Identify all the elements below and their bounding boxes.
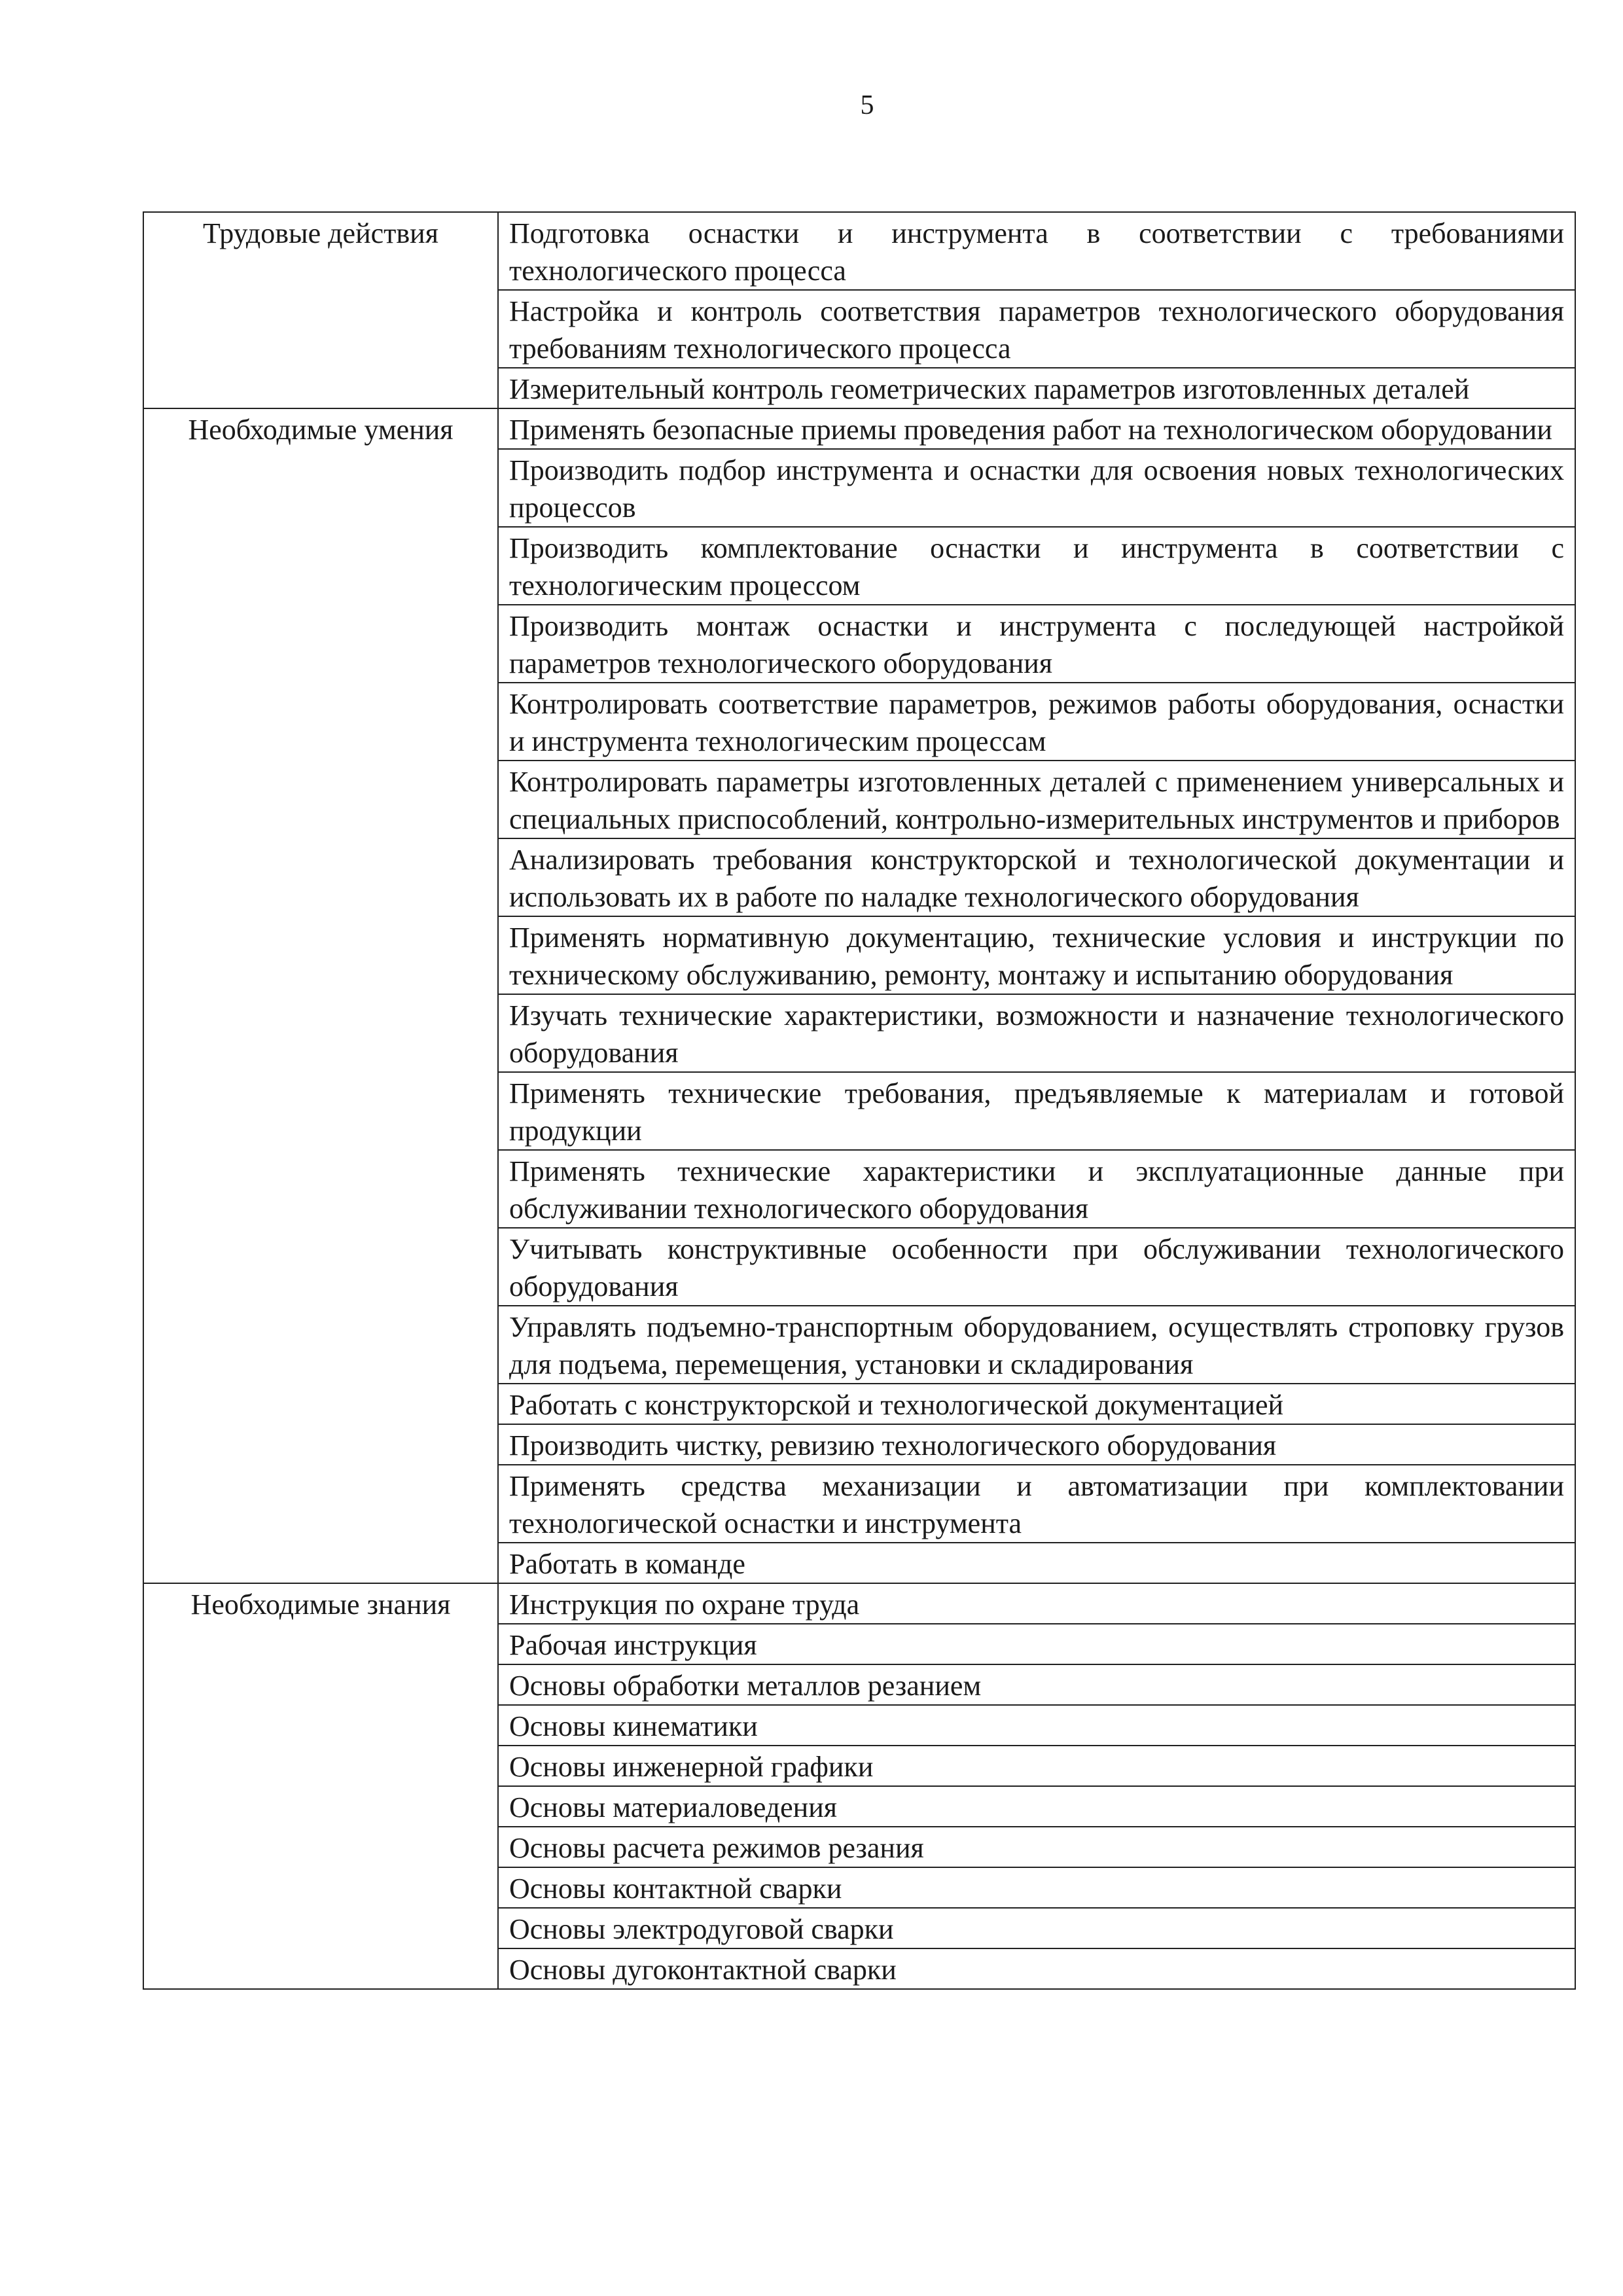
section-item: Применять безопасные приемы проведения работ на технологическом оборудовании [498, 408, 1575, 449]
section-item: Анализировать требования конструкторской и технологической документации и использовать их в работе по наладке технологического оборудования [498, 838, 1575, 916]
section-item: Основы обработки металлов резанием [498, 1664, 1575, 1705]
section-label-labor-actions: Трудовые действия [143, 212, 498, 408]
page-number: 5 [860, 90, 874, 120]
section-item: Настройка и контроль соответствия параметров технологического оборудования требованиям технологического процесса [498, 290, 1575, 368]
qualification-table [143, 211, 1576, 1990]
section-label-required-skills: Необходимые умения [143, 408, 498, 1583]
table-row [143, 1583, 1575, 1624]
section-item: Управлять подъемно-транспортным оборудованием, осуществлять строповку грузов для подъема, перемещения, установки и складирования [498, 1306, 1575, 1384]
table-row [143, 212, 1575, 290]
section-item: Применять средства механизации и автоматизации при комплектовании технологической оснастки и инструмента [498, 1465, 1575, 1543]
section-item: Применять технические требования, предъявляемые к материалам и готовой продукции [498, 1072, 1575, 1150]
section-item: Подготовка оснастки и инструмента в соответствии с требованиями технологического процесса [498, 212, 1575, 290]
section-item: Работать с конструкторской и технологической документацией [498, 1384, 1575, 1424]
section-item: Контролировать параметры изготовленных деталей с применением универсальных и специальных приспособлений, контрольно-измерительных инструментов и приборов [498, 761, 1575, 838]
section-item: Основы материаловедения [498, 1786, 1575, 1827]
section-item: Основы электродуговой сварки [498, 1908, 1575, 1948]
section-item: Работать в команде [498, 1543, 1575, 1583]
section-item: Контролировать соответствие параметров, режимов работы оборудования, оснастки и инструмента технологическим процессам [498, 683, 1575, 761]
section-item: Рабочая инструкция [498, 1624, 1575, 1664]
section-item: Применять технические характеристики и эксплуатационные данные при обслуживании технологического оборудования [498, 1150, 1575, 1228]
section-item: Производить подбор инструмента и оснастки для освоения новых технологических процессов [498, 449, 1575, 527]
section-item: Основы кинематики [498, 1705, 1575, 1746]
section-item: Основы контактной сварки [498, 1867, 1575, 1908]
section-item: Применять нормативную документацию, технические условия и инструкции по техническому обслуживанию, ремонту, монтажу и испытанию оборудования [498, 916, 1575, 994]
table-body [143, 212, 1575, 1989]
section-item: Изучать технические характеристики, возможности и назначение технологического оборудования [498, 994, 1575, 1072]
section-label-required-knowledge: Необходимые знания [143, 1583, 498, 1989]
section-item: Основы расчета режимов резания [498, 1827, 1575, 1867]
section-item: Основы дугоконтактной сварки [498, 1948, 1575, 1989]
section-item: Инструкция по охране труда [498, 1583, 1575, 1624]
section-item: Производить монтаж оснастки и инструмента с последующей настройкой параметров технологического оборудования [498, 605, 1575, 683]
table-row [143, 408, 1575, 449]
section-item: Учитывать конструктивные особенности при обслуживании технологического оборудования [498, 1228, 1575, 1306]
section-item: Основы инженерной графики [498, 1746, 1575, 1786]
section-item: Измерительный контроль геометрических параметров изготовленных деталей [498, 368, 1575, 408]
section-item: Производить чистку, ревизию технологического оборудования [498, 1424, 1575, 1465]
section-item: Производить комплектование оснастки и инструмента в соответствии с технологическим процессом [498, 527, 1575, 605]
